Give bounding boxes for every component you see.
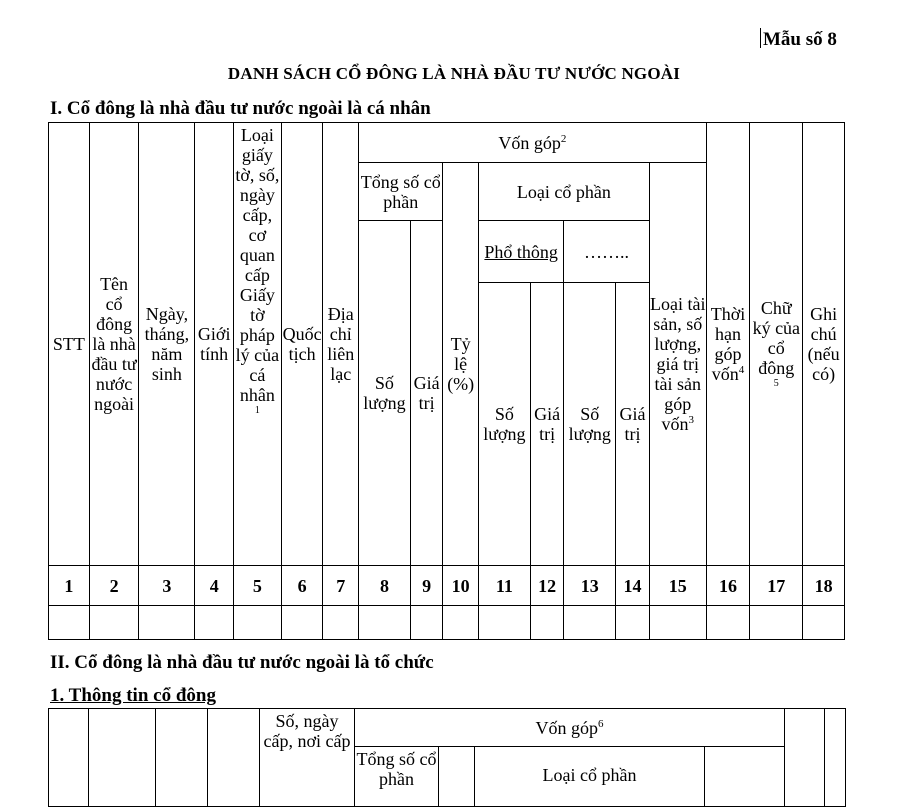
section-2-subheading-text: 1. Thông tin cổ đông — [50, 685, 216, 706]
header-contribution-term-text: Thời hạn góp vốn — [710, 304, 746, 384]
header-common-shares-text: Phổ thông — [484, 241, 558, 262]
section-2-heading-text: II. Cổ đông là nhà đầu tư nước ngoài là tổ chức — [50, 652, 434, 673]
column-number: 2 — [89, 566, 139, 606]
header-registration-document: Số, ngày cấp, nơi cấp — [260, 709, 355, 807]
header-signature-text: Chữ ký của cổ đông — [752, 298, 801, 378]
header-contributed-assets-note: 3 — [688, 414, 694, 426]
header-capital-note: 2 — [560, 132, 567, 145]
table-cell — [410, 606, 443, 640]
empty-data-row — [49, 606, 845, 640]
column-number: 17 — [750, 566, 803, 606]
column-number: 15 — [649, 566, 706, 606]
header-id-document — [234, 123, 282, 566]
column-number: 3 — [139, 566, 195, 606]
header-stt: STT — [49, 123, 90, 566]
table-cell — [803, 606, 845, 640]
column-number: 12 — [530, 566, 564, 606]
column-number: 9 — [410, 566, 443, 606]
table-cell — [443, 606, 479, 640]
header-common-quantity: Số lượng — [478, 283, 530, 566]
header-contributed-assets-text: Loại tài sản, số lượng, giá trị tài sản góp vốn — [649, 294, 706, 434]
table-cell — [705, 747, 785, 807]
table-cell — [89, 709, 156, 807]
column-number-row — [49, 566, 845, 606]
table-cell — [649, 606, 706, 640]
header-capital-2-note: 6 — [598, 717, 604, 730]
header-contribution-term — [706, 123, 750, 566]
header-capital-2-text: Vốn góp — [535, 717, 598, 738]
column-number: 6 — [281, 566, 323, 606]
table-cell — [281, 606, 323, 640]
table-cell — [359, 606, 411, 640]
column-number: 1 — [49, 566, 90, 606]
column-number: 5 — [234, 566, 282, 606]
column-number: 13 — [564, 566, 616, 606]
section-2-heading — [50, 652, 434, 674]
form-number — [760, 28, 837, 51]
header-shareholder-name: Tên cổ đông là nhà đầu tư nước ngoài — [89, 123, 139, 566]
table-cell — [139, 606, 195, 640]
text-cursor — [760, 28, 761, 48]
column-number: 7 — [323, 566, 359, 606]
column-number: 14 — [616, 566, 650, 606]
header-total-shares: Tổng số cổ phần — [359, 163, 443, 221]
table-cell — [234, 606, 282, 640]
column-number: 10 — [443, 566, 479, 606]
table-cell — [785, 709, 825, 807]
header-other-value: Giá trị — [616, 283, 650, 566]
table-cell — [195, 606, 234, 640]
table-cell — [478, 606, 530, 640]
header-gender: Giới tính — [195, 123, 234, 566]
table-cell — [323, 606, 359, 640]
header-notes: Ghi chú (nếu có) — [803, 123, 845, 566]
column-number: 4 — [195, 566, 234, 606]
table-cell — [564, 606, 616, 640]
table-cell — [439, 747, 475, 807]
column-number: 8 — [359, 566, 411, 606]
header-ratio: Tỷ lệ (%) — [443, 163, 479, 566]
header-id-document-note: 1 — [254, 405, 260, 416]
individual-shareholders-table — [48, 122, 845, 640]
header-capital-text: Vốn góp — [498, 132, 561, 153]
header-date-of-birth: Ngày, tháng, năm sinh — [139, 123, 195, 566]
header-id-document-text: Loại giấy tờ, số, ngày cấp, cơ quan cấp Giấy tờ pháp lý của cá nhân — [235, 125, 280, 405]
page-title: DANH SÁCH CỔ ĐÔNG LÀ NHÀ ĐẦU TƯ NƯỚC NGOÀI — [227, 64, 681, 83]
header-total-quantity: Số lượng — [359, 221, 411, 566]
table-cell — [750, 606, 803, 640]
column-number: 16 — [706, 566, 750, 606]
header-share-types-2: Loại cổ phần — [475, 747, 705, 807]
header-total-value: Giá trị — [410, 221, 443, 566]
header-signature-note: 5 — [773, 378, 779, 389]
header-signature — [750, 123, 803, 566]
organization-shareholders-table — [48, 708, 846, 807]
table-cell — [49, 709, 89, 807]
header-contact-address: Địa chỉ liên lạc — [323, 123, 359, 566]
header-contribution-term-note: 4 — [738, 364, 745, 376]
column-number: 11 — [478, 566, 530, 606]
header-total-shares-2: Tổng số cổ phần — [355, 747, 439, 807]
header-share-types: Loại cổ phần — [478, 163, 649, 221]
header-capital-2 — [355, 709, 785, 747]
section-1-heading — [50, 98, 431, 120]
header-other-quantity: Số lượng — [564, 283, 616, 566]
header-nationality: Quốc tịch — [281, 123, 323, 566]
table-cell — [530, 606, 564, 640]
table-cell — [49, 606, 90, 640]
header-other-shares: …….. — [564, 221, 649, 283]
table-cell — [706, 606, 750, 640]
header-common-shares — [478, 221, 563, 283]
section-1-heading-text: I. Cổ đông là nhà đầu tư nước ngoài là cá nhân — [50, 98, 431, 119]
table-cell — [89, 606, 139, 640]
header-capital — [359, 123, 707, 163]
header-common-value: Giá trị — [530, 283, 564, 566]
form-number-label: Mẫu số 8 — [763, 29, 837, 50]
column-number: 18 — [803, 566, 845, 606]
table-cell — [825, 709, 846, 807]
header-contributed-assets — [649, 163, 706, 566]
table-cell — [208, 709, 260, 807]
table-cell — [156, 709, 208, 807]
table-cell — [616, 606, 650, 640]
section-2-subheading — [50, 685, 216, 707]
